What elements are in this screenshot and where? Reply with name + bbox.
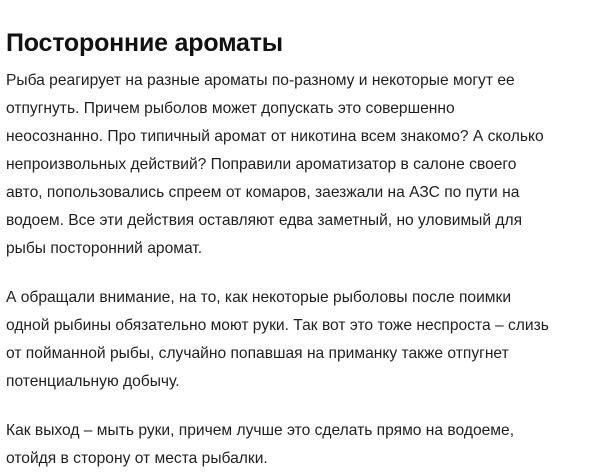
paragraph-3 [6, 417, 606, 473]
paragraph-line: авто, попользовались спреем от комаров, заезжали на АЗС по пути на [6, 184, 520, 201]
article [6, 24, 606, 473]
paragraph-line: Рыба реагирует на разные ароматы по-разному и некоторые могут ее [6, 72, 515, 89]
paragraph-line: непроизвольных действий? Поправили ароматизатор в салоне своего [6, 156, 517, 173]
paragraph-line: отойдя в сторону от места рыбалки. [6, 450, 268, 467]
paragraph-line: рыбы посторонний аромат. [6, 240, 203, 257]
paragraph-line: потенциальную добычу. [6, 373, 180, 390]
paragraph-line: водоем. Все эти действия оставляют едва заметный, но уловимый для [6, 212, 523, 229]
paragraph-1 [6, 67, 606, 263]
paragraph-line: отпугнуть. Причем рыболов может допускать это совершенно [6, 100, 455, 117]
article-heading: Посторонние ароматы [6, 29, 283, 57]
paragraph-2 [6, 284, 606, 396]
paragraph-line: одной рыбины обязательно моют руки. Так вот это тоже неспроста – слизь [6, 317, 549, 334]
paragraph-line: А обращали внимание, на то, как некоторые рыболовы после поимки [6, 289, 512, 306]
paragraph-line: от пойманной рыбы, случайно попавшая на приманку также отпугнет [6, 345, 509, 362]
paragraph-line: неосознанно. Про типичный аромат от никотина всем знакомо? А сколько [6, 128, 544, 145]
paragraph-line: Как выход – мыть руки, причем лучше это сделать прямо на водоеме, [6, 422, 515, 439]
